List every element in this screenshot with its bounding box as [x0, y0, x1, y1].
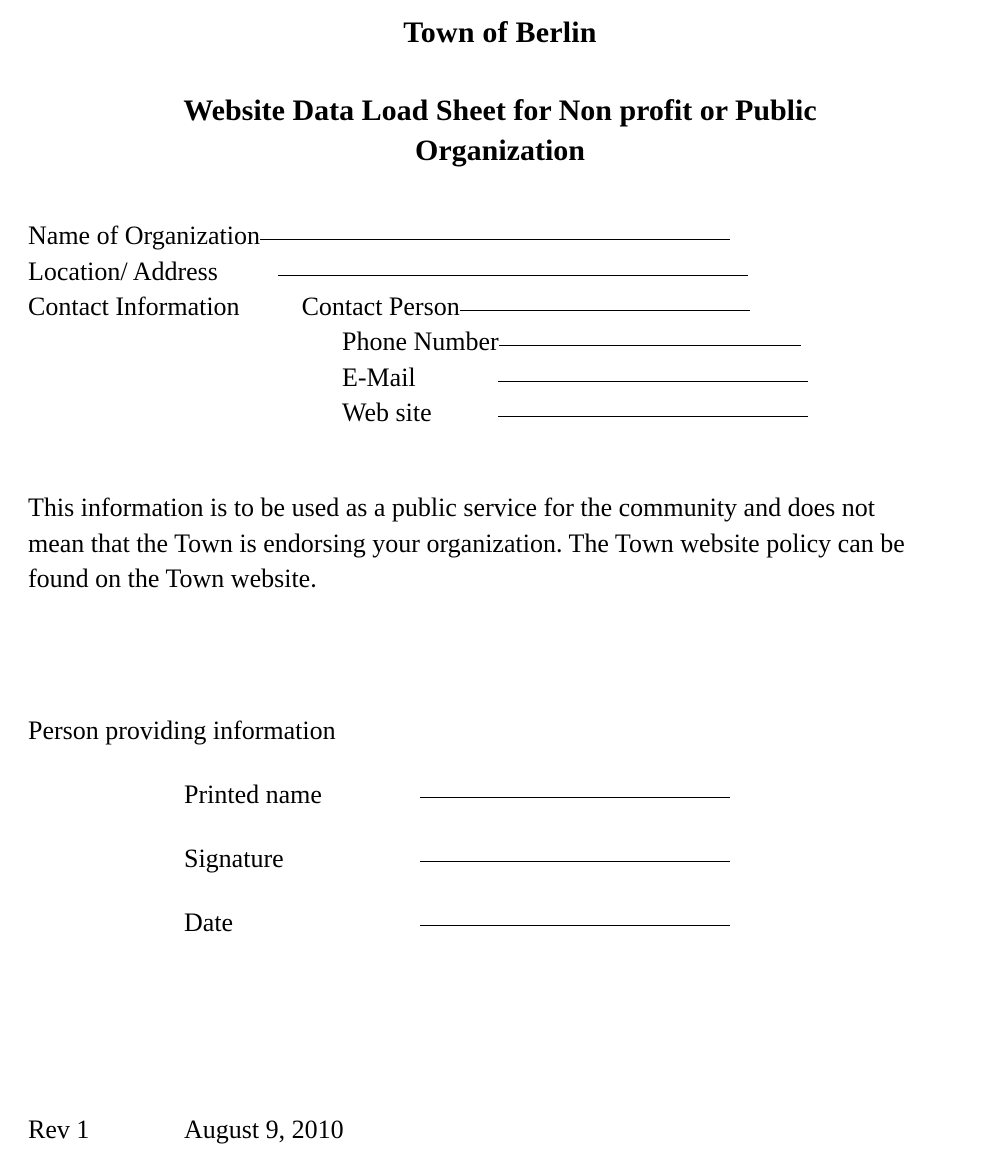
signature-input-line[interactable] — [420, 861, 730, 862]
page-title: Town of Berlin — [403, 16, 597, 49]
organization-input-line[interactable] — [260, 239, 730, 240]
field-row-signature — [184, 844, 1000, 874]
contact-person-label: Contact Person — [301, 291, 460, 321]
notice-paragraph: This information is to be used as a public service for the community and does not mean that the Town is endorsing your organization. The Town website policy can be found on the Town website. — [28, 493, 905, 594]
signature-fields — [0, 780, 1000, 938]
form-fields — [0, 218, 1000, 430]
contact-person-input-line[interactable] — [460, 310, 750, 311]
signature-section-heading: Person providing information — [28, 716, 336, 746]
organization-label: Name of Organization — [28, 221, 260, 251]
phone-number-input-line[interactable] — [499, 345, 801, 346]
contact-information-label: Contact Information — [28, 291, 240, 321]
footer-date: August 9, 2010 — [184, 1115, 344, 1144]
document-page — [0, 16, 1000, 1159]
field-row-website — [342, 395, 1000, 430]
field-row-email — [342, 360, 1000, 395]
field-row-contact-information — [28, 289, 1000, 324]
field-row-organization — [28, 218, 1000, 253]
printed-name-input-line[interactable] — [420, 797, 730, 798]
field-row-phone — [342, 324, 1000, 359]
address-label: Location/ Address — [28, 256, 218, 286]
contact-sub-fields — [28, 324, 1000, 430]
email-label: E-Mail — [342, 362, 416, 392]
form-title: Website Data Load Sheet for Non profit or Public Organization — [183, 94, 817, 167]
field-row-printed-name — [184, 780, 1000, 810]
printed-name-label: Printed name — [184, 780, 322, 810]
date-label: Date — [184, 908, 234, 938]
email-input-line[interactable] — [498, 381, 808, 382]
address-input-line[interactable] — [278, 275, 748, 276]
web-site-input-line[interactable] — [498, 416, 808, 417]
phone-number-label: Phone Number — [342, 327, 499, 357]
footer-revision: Rev 1 — [28, 1115, 90, 1144]
field-row-date — [184, 908, 1000, 938]
signature-label: Signature — [184, 844, 284, 874]
web-site-label: Web site — [342, 397, 432, 427]
field-row-address — [28, 254, 1000, 289]
footer — [28, 1115, 344, 1145]
date-input-line[interactable] — [420, 925, 730, 926]
